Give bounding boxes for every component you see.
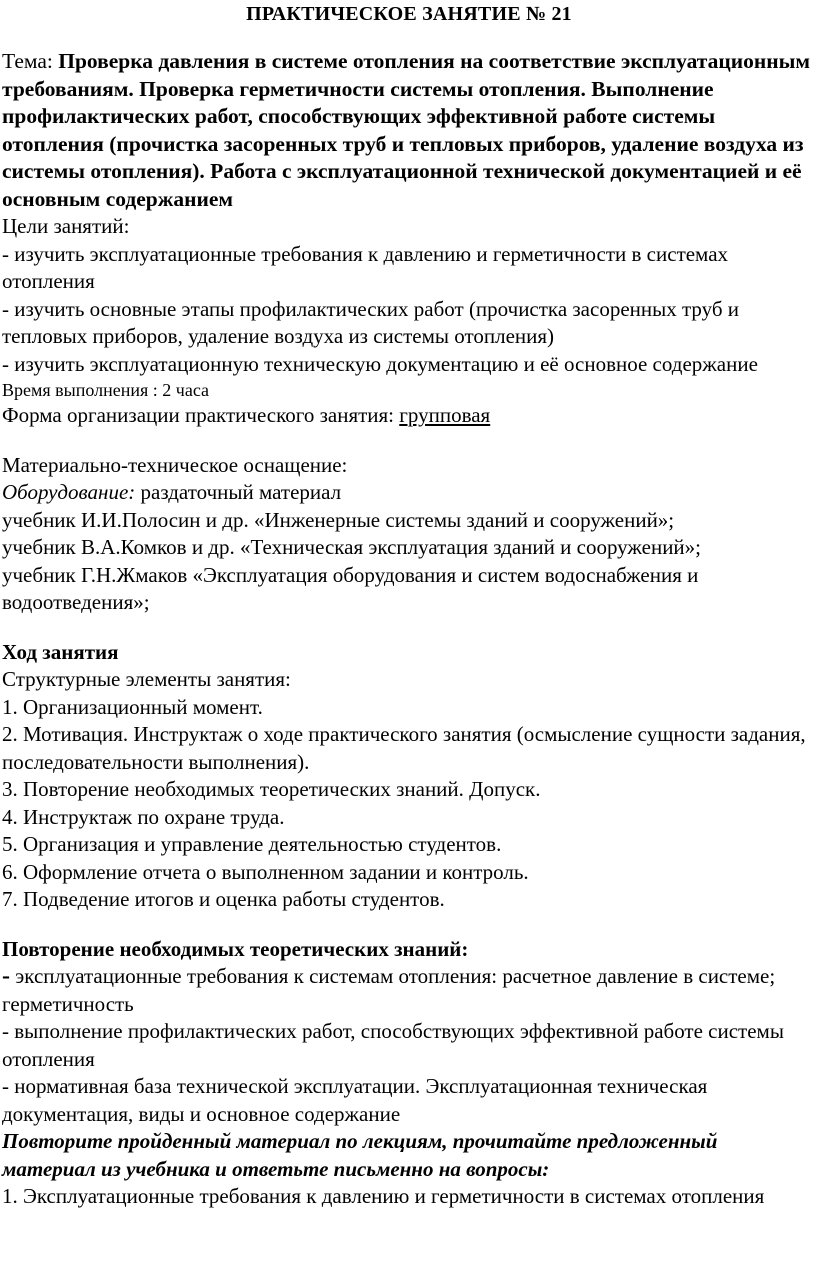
review-heading: Повторение необходимых теоретических знаний:	[2, 936, 469, 961]
review-item: - выполнение профилактических работ, способствующих эффективной работе системы отопления	[2, 1019, 784, 1071]
goal-item: - изучить основные этапы профилактических работ (прочистка засоренных труб и тепловых приборов, удаление воздуха из системы отопления)	[2, 296, 740, 348]
goals-heading: Цели занятий:	[2, 214, 130, 238]
equipment-heading: Материально-техническое оснащение:	[2, 452, 348, 477]
review-item	[2, 963, 816, 1018]
course-step: 4. Инструктаж по охране труда.	[2, 804, 285, 829]
course-step: 2. Мотивация. Инструктаж о ходе практического занятия (осмысление сущности задания, последовательности выполнения).	[2, 722, 806, 774]
course-subheading: Структурные элементы занятия:	[2, 667, 291, 691]
equipment-label: Оборудование:	[2, 480, 136, 504]
equipment-value: раздаточный материал	[135, 480, 342, 504]
course-step: 1. Организационный момент.	[2, 694, 263, 719]
spacer	[2, 430, 816, 452]
topic-paragraph	[2, 48, 816, 213]
goal-item: - изучить эксплуатационную техническую документацию и её основное содержание	[2, 351, 758, 376]
review-item: - нормативная база технической эксплуатации. Эксплуатационная техническая документация, виды и основное содержание	[2, 1074, 708, 1126]
book-item: учебник В.А.Комков и др. «Техническая эксплуатация зданий и сооружений»;	[2, 535, 701, 559]
course-step: 6. Оформление отчета о выполненном задании и контроль.	[2, 859, 529, 884]
form-label: Форма организации практического занятия:	[2, 403, 400, 427]
question-item: 1. Эксплуатационные требования к давлению и герметичности в системах отопления	[2, 1184, 765, 1208]
book-item: учебник Г.Н.Жмаков «Эксплуатация оборудования и систем водоснабжения и водоотведения»;	[2, 562, 699, 614]
page-title: ПРАКТИЧЕСКОЕ ЗАНЯТИЕ № 21	[246, 3, 572, 25]
review-dash: -	[2, 963, 10, 989]
course-step: 7. Подведение итогов и оценка работы студентов.	[2, 887, 445, 911]
course-heading: Ход занятия	[2, 639, 119, 664]
topic-label: Тема:	[2, 49, 59, 73]
book-item: учебник И.И.Полосин и др. «Инженерные системы зданий и сооружений»;	[2, 507, 675, 532]
course-step: 3. Повторение необходимых теоретических знаний. Допуск.	[2, 777, 541, 801]
form-value: групповая	[399, 403, 491, 427]
goal-item: - изучить эксплуатационные требования к давлению и герметичности в системах отопления	[2, 241, 729, 293]
topic-text: Проверка давления в системе отопления на соответствие эксплуатационным требованиям. Проверка герметичности системы отопления. Выполнение профилактических работ, способствующих эффективной работе системы отопления (прочистка засоренных труб и тепловых приборов, удаление воздуха из системы отопления). Работа с эксплуатационной технической документацией и её основным содержанием	[2, 49, 811, 211]
review-instruction: Повторите пройденный материал по лекциям, прочитайте предложенный материал из учебника и ответьте письменно на вопросы:	[2, 1129, 718, 1181]
course-step: 5. Организация и управление деятельностью студентов.	[2, 832, 502, 856]
duration-text: Время выполнения : 2 часа	[2, 380, 210, 400]
equipment-line	[2, 479, 816, 507]
spacer	[2, 914, 816, 936]
form-paragraph	[2, 402, 816, 430]
spacer	[2, 617, 816, 639]
review-first-text: эксплуатационные требования к системам отопления: расчетное давление в системе; герметичность	[2, 964, 776, 1016]
